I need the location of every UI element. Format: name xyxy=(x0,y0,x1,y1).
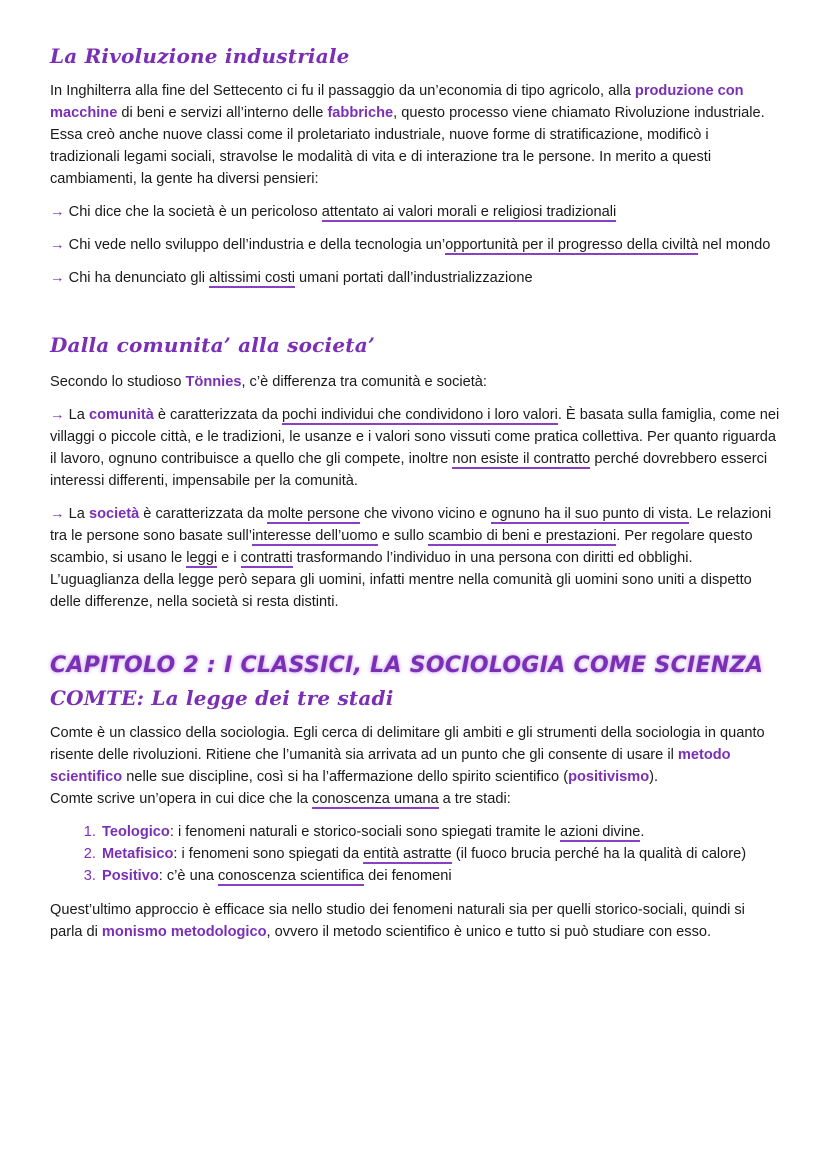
text: umani portati dall’industrializzazione xyxy=(294,270,533,286)
keyword: Metafisico xyxy=(102,846,174,862)
text: trasformando l’individuo in una persona con diritti ed obblighi. L’uguaglianza della legge però separa gli uomini, infatti mentre nella comunità gli uomini sono uniti a dispetto delle differenze, nella società si resta distinti. xyxy=(50,550,752,610)
text: : i fenomeni sono spiegati da xyxy=(173,846,364,862)
keyword: Positivo xyxy=(102,868,159,884)
underlined-text: contratti xyxy=(240,550,293,566)
text: (il fuoco brucia perché ha la qualità di calore) xyxy=(451,846,747,862)
underlined-text: conoscenza scientifica xyxy=(218,868,365,884)
keyword: Tönnies xyxy=(185,374,242,390)
underlined-text: leggi xyxy=(186,550,218,566)
keyword: società xyxy=(88,506,140,522)
underlined-text: scambio di beni e prestazioni xyxy=(428,528,617,544)
bullet-item xyxy=(50,267,780,289)
text: . Le relazioni tra le persone sono basate sull’ xyxy=(50,506,772,544)
text: . Per regolare questo scambio, si usano le xyxy=(50,528,753,566)
text: Quest’ultimo approccio è efficace sia nello studio dei fenomeni naturali sia per quelli storico-sociali, quindi si parla di xyxy=(50,902,745,940)
text: e i xyxy=(217,550,241,566)
paragraph-societa xyxy=(50,503,780,613)
section-title-comte: COMTE: La legge dei tre stadi xyxy=(50,686,394,710)
underlined-text: interesse dell’uomo xyxy=(252,528,378,544)
text: . È basata sulla famiglia, come nei villaggi o piccole città, e le tradizioni, le usanze e i valori sono vissuti come pratica collettiva. Per quanto riguarda il lavoro, ognuno contribuisce a quello che gli compete, inoltre xyxy=(50,407,780,467)
text: Secondo lo studioso xyxy=(50,374,186,390)
paragraph-intro-tonnies xyxy=(50,371,780,393)
text: e sullo xyxy=(377,528,429,544)
arrow-icon: → xyxy=(50,237,65,253)
text: La xyxy=(68,506,89,522)
text: , c’è differenza tra comunità e società: xyxy=(241,374,487,390)
keyword: monismo metodologico xyxy=(101,924,267,940)
underlined-text: altissimi costi xyxy=(209,270,295,286)
list-item xyxy=(100,865,780,887)
arrow-icon: → xyxy=(50,407,65,423)
text: Chi dice che la società è un pericoloso xyxy=(68,204,322,220)
text: perché dovrebbero esserci interessi differenti, impensabile per la comunità. xyxy=(50,451,768,489)
text: Comte è un classico della sociologia. Egli cerca di delimitare gli ambiti e gli strumenti della sociologia in quanto risente delle rivoluzioni. Ritiene che l’umanità sia arrivata ad un punto che gli consente di usare il xyxy=(50,725,765,763)
text: è caratterizzata da xyxy=(153,407,282,423)
paragraph-comte-intro xyxy=(50,722,780,810)
section-title-comunita: Dalla comunita’ alla societa’ xyxy=(50,333,376,357)
bullet-item xyxy=(50,201,780,223)
text: nelle sue discipline, così si ha l’affermazione dello spirito scientifico ( xyxy=(122,769,569,785)
underlined-text: molte persone xyxy=(267,506,360,522)
paragraph-comunita xyxy=(50,404,780,492)
text: a tre stadi: xyxy=(438,791,511,807)
text: Chi ha denunciato gli xyxy=(68,270,210,286)
document-page xyxy=(50,44,780,954)
text: ). xyxy=(649,769,659,785)
underlined-text: ognuno ha il suo punto di vista xyxy=(491,506,689,522)
paragraph-rivoluzione xyxy=(50,80,780,190)
keyword: comunità xyxy=(88,407,154,423)
stadi-list xyxy=(50,821,780,887)
text: Comte scrive un’opera in cui dice che la xyxy=(50,791,313,807)
text: è caratterizzata da xyxy=(139,506,268,522)
text: : c’è una xyxy=(158,868,218,884)
underlined-text: azioni divine xyxy=(560,824,641,840)
paragraph-monismo xyxy=(50,899,780,943)
underlined-text: attentato ai valori morali e religiosi tradizionali xyxy=(321,204,617,220)
text: Chi vede nello sviluppo dell’industria e della tecnologia un’ xyxy=(68,237,446,253)
text: La xyxy=(68,407,89,423)
list-item xyxy=(100,821,780,843)
keyword: positivismo xyxy=(568,769,650,785)
text: . xyxy=(640,824,645,840)
chapter-title: CAPITOLO 2 : I CLASSICI, LA SOCIOLOGIA COME SCIENZA xyxy=(50,653,764,678)
keyword: metodo scientifico xyxy=(50,747,731,785)
keyword: fabbriche xyxy=(327,105,394,121)
arrow-icon: → xyxy=(50,204,65,220)
bullet-item xyxy=(50,234,780,256)
underlined-text: pochi individui che condividono i loro valori xyxy=(282,407,558,423)
arrow-icon: → xyxy=(50,270,65,286)
list-item xyxy=(100,843,780,865)
section-title-rivoluzione: La Rivoluzione industriale xyxy=(50,44,350,68)
keyword: Teologico xyxy=(102,824,170,840)
underlined-text: opportunità per il progresso della civiltà xyxy=(445,237,699,253)
text: che vivono vicino e xyxy=(359,506,492,522)
text: : i fenomeni naturali e storico-sociali sono spiegati tramite le xyxy=(169,824,561,840)
underlined-text: non esiste il contratto xyxy=(452,451,591,467)
text: , questo processo viene chiamato Rivoluzione industriale. Essa creò anche nuove classi come il proletariato industriale, nuove forme di stratificazione, modificò i tradizionali legami sociali, stravolse le modalità di vita e di interazione tra le persone. In merito a questi cambiamenti, la gente ha diversi pensieri: xyxy=(50,105,765,187)
text: , ovvero il metodo scientifico è unico e tutto si può studiare con esso. xyxy=(266,924,712,940)
text: nel mondo xyxy=(698,237,771,253)
arrow-icon: → xyxy=(50,506,65,522)
underlined-text: entità astratte xyxy=(363,846,452,862)
underlined-text: conoscenza umana xyxy=(312,791,439,807)
text: dei fenomeni xyxy=(364,868,452,884)
text: di beni e servizi all’interno delle xyxy=(117,105,328,121)
keyword: produzione con macchine xyxy=(50,83,744,121)
text: In Inghilterra alla fine del Settecento ci fu il passaggio da un’economia di tipo agricolo, alla xyxy=(50,83,635,99)
